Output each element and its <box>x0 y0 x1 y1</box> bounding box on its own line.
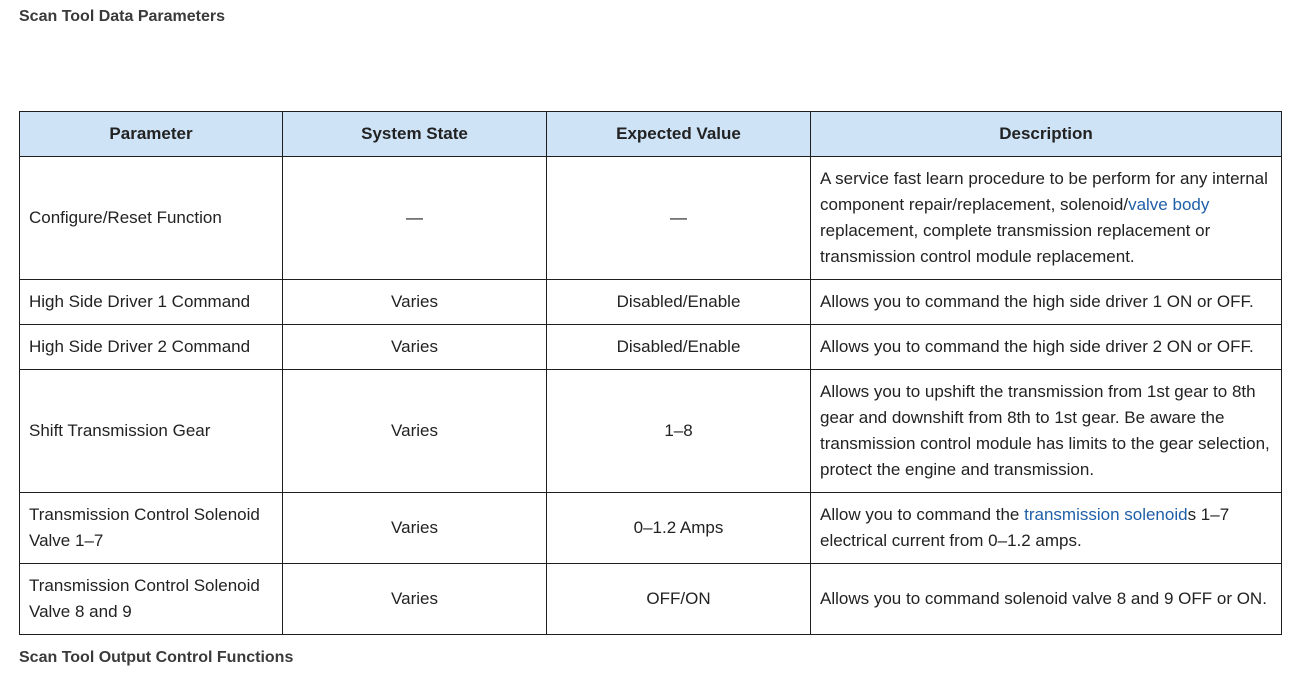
cell-description: Allows you to command the high side driver 2 ON or OFF. <box>811 325 1282 370</box>
cell-system-state: Varies <box>283 564 547 635</box>
table-row <box>20 280 1282 325</box>
column-header-description: Description <box>811 112 1282 157</box>
valve-body-link[interactable]: valve body <box>1128 195 1210 214</box>
description-text: replacement, complete transmission replacement or transmission control module replacement. <box>820 221 1211 266</box>
cell-system-state: Varies <box>283 493 547 564</box>
cell-expected-value: — <box>547 157 811 280</box>
cell-parameter: High Side Driver 1 Command <box>20 280 283 325</box>
cell-description <box>811 493 1282 564</box>
description-text: s 1–7 electrical current from 0–1.2 amps. <box>820 505 1230 550</box>
column-header-system-state: System State <box>283 112 547 157</box>
cell-parameter: Transmission Control Solenoid Valve 1–7 <box>20 493 283 564</box>
parameters-table <box>19 111 1282 635</box>
cell-parameter: Transmission Control Solenoid Valve 8 and 9 <box>20 564 283 635</box>
cell-parameter: Configure/Reset Function <box>20 157 283 280</box>
cell-description: Allows you to command solenoid valve 8 and 9 OFF or ON. <box>811 564 1282 635</box>
cell-description: Allows you to upshift the transmission from 1st gear to 8th gear and downshift from 8th to 1st gear. Be aware the transmission control module has limits to the gear selection, protect the engine and transmission. <box>811 370 1282 493</box>
column-header-parameter: Parameter <box>20 112 283 157</box>
table-header-row <box>20 112 1282 157</box>
column-header-expected-value: Expected Value <box>547 112 811 157</box>
table-row <box>20 325 1282 370</box>
cell-description <box>811 157 1282 280</box>
cell-parameter: High Side Driver 2 Command <box>20 325 283 370</box>
description-text: A service fast learn procedure to be perform for any internal component repair/replacement, solenoid/ <box>820 169 1268 214</box>
cell-parameter: Shift Transmission Gear <box>20 370 283 493</box>
table-row <box>20 157 1282 280</box>
table-row <box>20 493 1282 564</box>
cell-system-state: Varies <box>283 280 547 325</box>
description-text: Allow you to command the <box>820 505 1025 524</box>
section-title-output-control: Scan Tool Output Control Functions <box>19 649 294 666</box>
transmission-solenoid-link[interactable]: transmission solenoid <box>1024 505 1188 524</box>
cell-system-state: Varies <box>283 325 547 370</box>
cell-system-state: — <box>283 157 547 280</box>
cell-system-state: Varies <box>283 370 547 493</box>
section-title-data-parameters: Scan Tool Data Parameters <box>19 8 226 25</box>
table-row <box>20 564 1282 635</box>
cell-expected-value: OFF/ON <box>547 564 811 635</box>
cell-expected-value: Disabled/Enable <box>547 280 811 325</box>
cell-expected-value: Disabled/Enable <box>547 325 811 370</box>
cell-description: Allows you to command the high side driver 1 ON or OFF. <box>811 280 1282 325</box>
cell-expected-value: 1–8 <box>547 370 811 493</box>
cell-expected-value: 0–1.2 Amps <box>547 493 811 564</box>
table-row <box>20 370 1282 493</box>
